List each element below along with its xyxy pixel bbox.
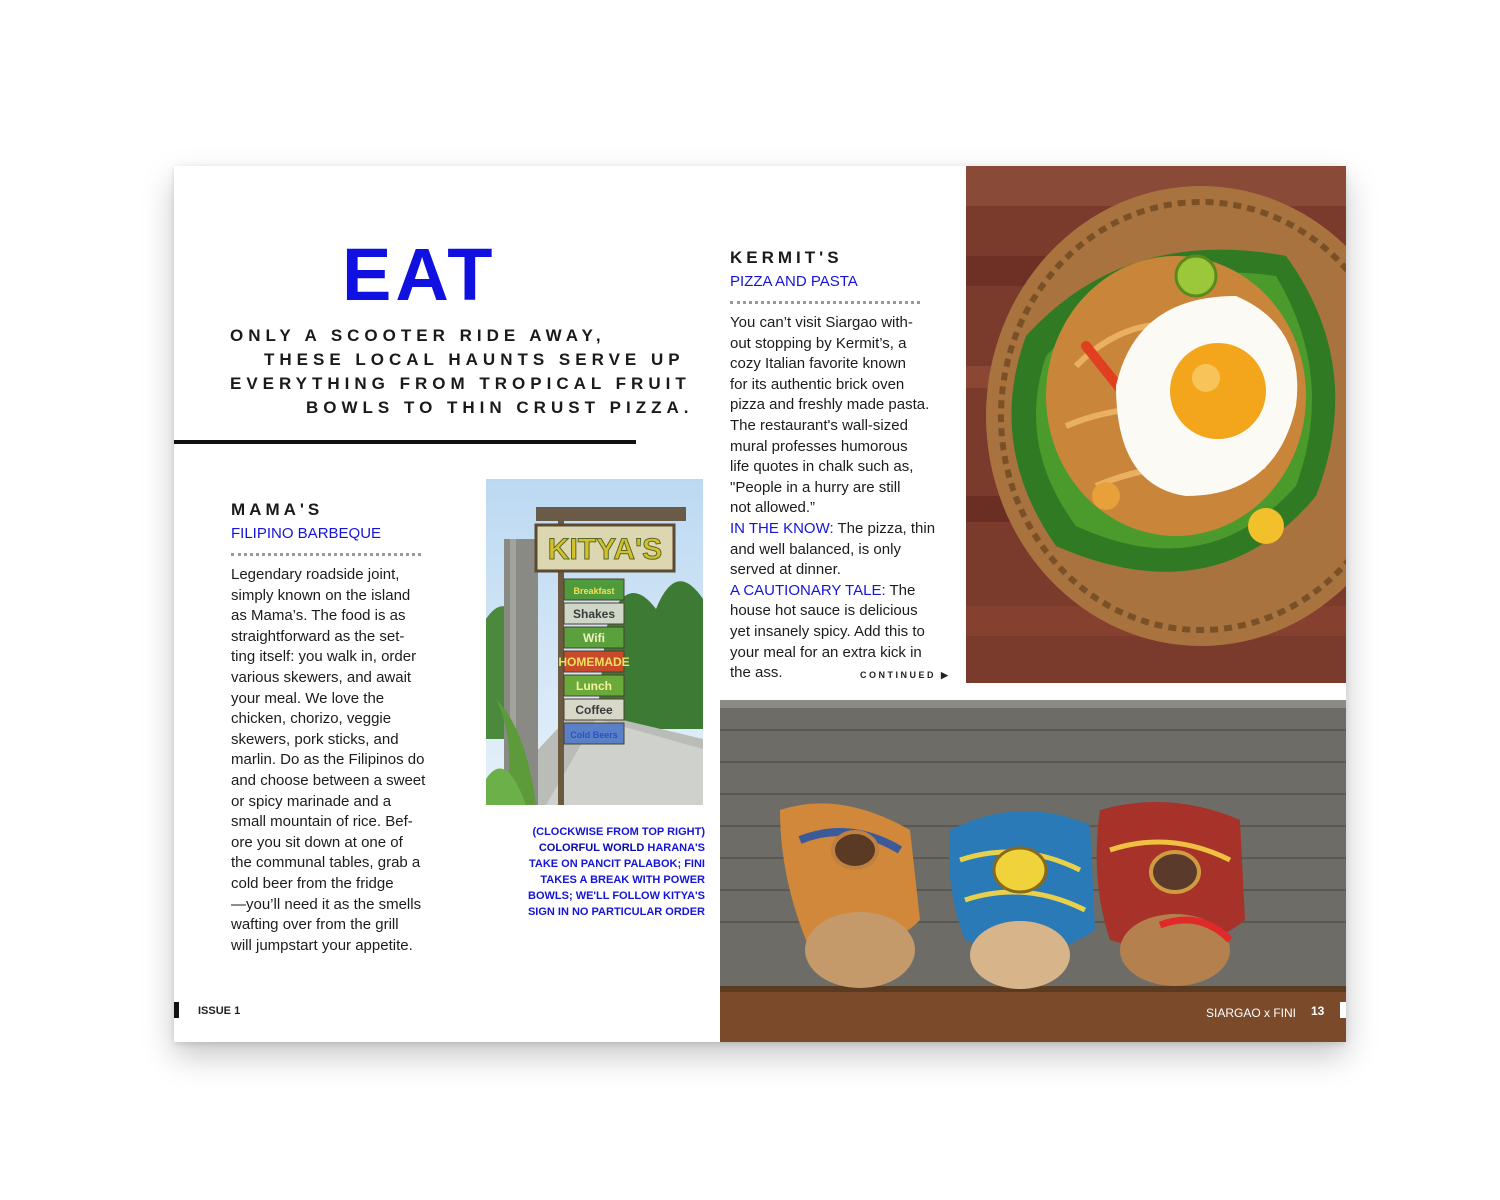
- kermits-line: served at dinner.: [730, 561, 841, 579]
- mamas-line: chicken, chorizo, veggie: [231, 710, 392, 728]
- kermits-line: out stopping by Kermit’s, a: [730, 334, 907, 352]
- sign-title: KITYA'S: [547, 533, 663, 566]
- mamas-line: will jumpstart your appetite.: [231, 936, 413, 954]
- power-bowls-photo: [720, 700, 1346, 1042]
- mamas-line: various skewers, and await: [231, 668, 412, 686]
- mamas-line: cold beer from the fridge: [231, 874, 394, 892]
- page-title: EAT: [342, 233, 497, 316]
- deck-line: EVERYTHING FROM TROPICAL FRUIT: [230, 374, 691, 393]
- kermits-line: The restaurant's wall-sized: [730, 416, 908, 434]
- deck-line: THESE LOCAL HAUNTS SERVE UP: [264, 350, 685, 369]
- mamas-body: [231, 565, 471, 956]
- kermits-line: mural professes humorous: [730, 437, 908, 455]
- mamas-line: skewers, pork sticks, and: [231, 730, 399, 748]
- caption-line: TAKES A BREAK WITH POWER: [540, 874, 705, 886]
- sign-item: Lunch: [576, 679, 612, 693]
- mamas-title: MAMA'S: [231, 500, 324, 519]
- kermits-line: life quotes in chalk such as,: [730, 458, 914, 476]
- kermits-line: house hot sauce is delicious: [730, 602, 918, 620]
- sign-item: HOMEMADE: [558, 655, 630, 669]
- sign-item: Breakfast: [573, 586, 615, 596]
- mamas-line: Legendary roadside joint,: [231, 566, 400, 583]
- caption-line: (CLOCKWISE FROM TOP RIGHT): [532, 826, 705, 838]
- sign-boards: [558, 579, 629, 744]
- deck-line: BOWLS TO THIN CRUST PIZZA.: [306, 398, 694, 417]
- dotted-rule: [730, 301, 920, 304]
- kermits-paragraph: [730, 313, 966, 519]
- mamas-line: ting itself: you walk in, order: [231, 648, 417, 666]
- magazine-spread: [174, 166, 1346, 1042]
- mamas-line: as Mama’s. The food is as: [231, 607, 406, 625]
- photo-caption: [494, 824, 705, 920]
- kermits-line: your meal for an extra kick in: [730, 643, 922, 661]
- caption-line: SIGN IN NO PARTICULAR ORDER: [527, 906, 705, 918]
- deck-text: [230, 324, 700, 420]
- mamas-line: marlin. Do as the Filipinos do: [231, 751, 425, 769]
- kermits-line: [730, 581, 966, 602]
- sign-item: Wifi: [583, 631, 605, 645]
- kermits-line: for its authentic brick oven: [730, 375, 905, 393]
- kermits-line: You can’t visit Siargao with-: [730, 314, 913, 331]
- section-divider: [174, 440, 636, 444]
- mamas-line: or spicy marinade and a: [231, 792, 392, 810]
- kityas-sign-image: [486, 479, 703, 805]
- caption-line: BOWLS; WE'LL FOLLOW KITYA'S: [528, 890, 705, 902]
- caption-text: HARANA'S: [644, 842, 705, 854]
- mamas-line: simply known on the island: [231, 586, 411, 604]
- kermits-text: The: [885, 581, 916, 599]
- kermits-line: and well balanced, is only: [730, 540, 901, 558]
- mamas-line: the communal tables, grab a: [231, 854, 421, 872]
- kityas-sign-photo: [486, 479, 703, 805]
- bowls-image: [720, 700, 1346, 1042]
- mamas-line: —you’ll need it as the smells: [231, 895, 422, 913]
- in-the-know-label: IN THE KNOW:: [730, 519, 834, 537]
- cautionary-label: A CAUTIONARY TALE:: [730, 581, 886, 599]
- folio-bar: [1340, 1002, 1346, 1018]
- caption-line: TAKE ON PANCIT PALABOK; FINI: [529, 858, 705, 870]
- deck-line: ONLY A SCOOTER RIDE AWAY,: [230, 326, 606, 345]
- sign-item: Cold Beers: [570, 730, 618, 740]
- issue-label: ISSUE 1: [198, 1005, 241, 1017]
- caption-highlight: COLORFUL WORLD: [538, 842, 645, 854]
- dotted-rule: [231, 553, 421, 556]
- mamas-line: wafting over from the grill: [231, 916, 399, 934]
- brand-label: SIARGAO x FINI: [1206, 1006, 1297, 1020]
- mamas-line: ore you sit down at one of: [231, 833, 403, 851]
- kermits-subtitle: PIZZA AND PASTA: [730, 273, 858, 290]
- mamas-subtitle: FILIPINO BARBEQUE: [231, 525, 382, 542]
- sign-item: Coffee: [575, 703, 613, 717]
- kermits-line: yet insanely spicy. Add this to: [730, 622, 925, 640]
- kermits-line: pizza and freshly made pasta.: [730, 396, 930, 414]
- kermits-line: the ass.: [730, 664, 783, 682]
- kermits-body: [730, 313, 966, 684]
- kermits-line: not allowed.”: [730, 499, 816, 517]
- pancit-palabok-photo: [966, 166, 1346, 683]
- sign-item: Shakes: [572, 607, 616, 621]
- page-number: 13: [1311, 1004, 1325, 1018]
- kermits-line: "People in a hurry are still: [730, 478, 901, 496]
- mamas-line: and choose between a sweet: [231, 771, 426, 789]
- mamas-line: your meal. We love the: [231, 689, 385, 707]
- kermits-line: cozy Italian favorite known: [730, 355, 906, 373]
- folio-bar: [174, 1002, 179, 1018]
- continued-link[interactable]: CONTINUED ▶: [860, 670, 951, 680]
- caption-line: [494, 840, 705, 856]
- food-image: [966, 166, 1346, 683]
- mamas-line: small mountain of rice. Bef-: [231, 813, 413, 831]
- kermits-title: KERMIT'S: [730, 248, 843, 267]
- kermits-text: The pizza, thin: [833, 519, 936, 537]
- kermits-line: [730, 519, 966, 540]
- mamas-line: straightforward as the set-: [231, 627, 405, 645]
